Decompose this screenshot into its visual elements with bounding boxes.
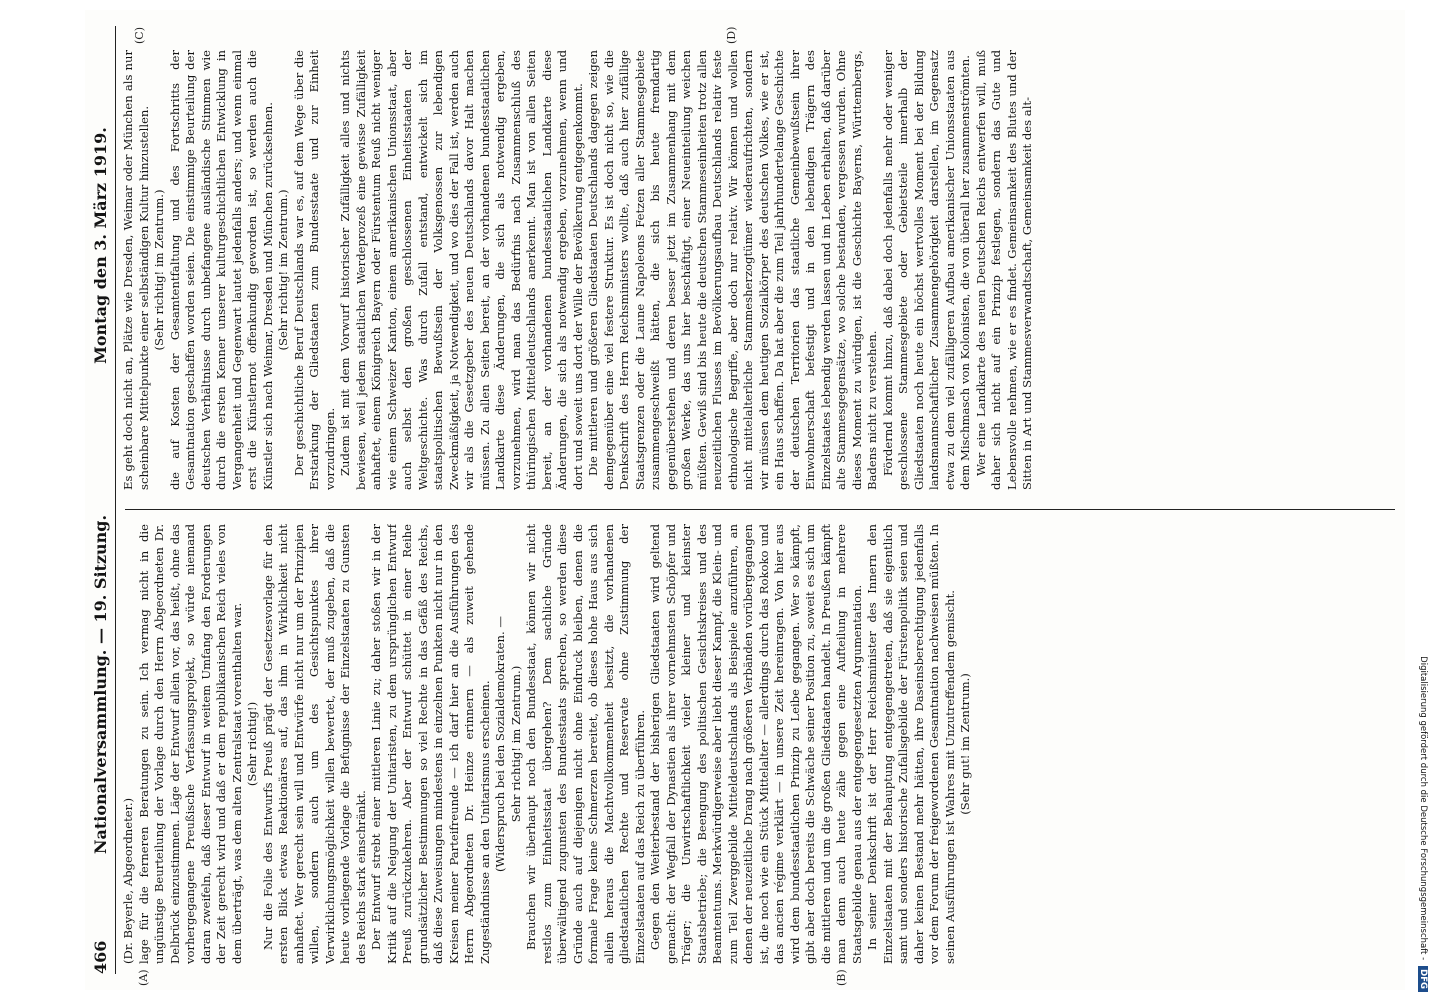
paragraph: Nur die Folie des Entwurfs Preuß prägt der Gesetzesvorlage für den ersten Blick etwas Reaktionäres auf, das ihm in Wirklichkeit nicht anhaftet. Wer gerecht sein will und Entwürfe nicht nur um der Prinzipien willen, sondern auch um des Gesichtspunktes ihrer Verwirklichungsmöglichkeit willen bewertet, der muß zugeben, daß die heute vorliegende Vorlage die Befugnisse der Einzelstaaten zu Gunsten des Reichs stark einschränkt. [260,524,368,964]
page-header [85,26,116,974]
rotated-content [85,10,1405,990]
digitization-sidebar [1414,8,1432,992]
interjection: (Sehr richtig!) [245,701,259,787]
paragraph: Brauchen wir überhaupt noch den Bundesstaat, können wir nicht restlos zum Einheitsstaat übergehen? Dem sachliche Gründe überwältigend zugunsten des Bundesstaats sprechen, so werden diese Gründe auch auf diejenigen nicht ohne Eindruck bleiben, denen die formale Frage keine Schmerzen bereitet, ob dieses hohe Haus aus sich allein heraus die Machtvollkommenheit besitzt, die vorhandenen gliedstaatlichen Rechte und Reservate ohne Zustimmung der Einzelstaaten auf das Reich zu überführen. [524,524,647,964]
paragraph: Der geschichtliche Beruf Deutschlands war es, auf dem Wege über die Erstarkung der Gliedstaaten zum Bundesstaate und zur Einheit vorzudringen. [291,50,337,490]
paragraph: Fördernd kommt hinzu, daß dabei doch jedenfalls mehr oder weniger geschlossene Stammesgebiete oder Gebietsteile innerhalb der Gliedstaaten noch heute ein höchst wertvolles Moment bei der Bildung landsmannschaftlicher Zusammengehörigkeit darstellen, im Gegensatz etwa zu dem viel zufälligeren Aufbau amerikanischer Unionsstaaten aus dem Mischmasch von Kolonisten, die von überall her zusammenströmten. [880,50,972,490]
marker-a: (A) [137,969,150,986]
paragraph: Gegen den Weiterbestand der bisherigen Gliedstaaten wird geltend gemacht: der Wegfall der Dynastien als ihrer vornehmsten Schöpfer und Träger; die Unwirtschaftlichkeit vieler kleiner und kleinster Staatsbetriebe; die Beengung des politischen Gesichtskreises und des Beamtentums. Merkwürdigerweise aber liebt dieser Kampf, die Klein- und zum Teil Zwerggebilde Mitteldeutschlands als Beispiele anzuführen, an denen der neuzeitliche Drang nach größeren Verbänden vorübergegangen ist, die noch wie ein Stück Mittelalter — allerdings durch das Rokoko und das ancien régime verklärt — in unsere Zeit hereinragen. Von hier aus wird dem bundesstaatlichen Prinzip zu Leibe gegangen. Wer so kämpft, gibt aber doch bereits die Schwäche seiner Position zu, soweit es sich um die mittleren und um die großen Gliedstaaten handelt. In Preußen kämpft man denn auch heute zähe gegen eine Aufteilung in mehrere Staatsgebilde genau aus der entgegengesetzten Argumentation. [648,524,864,964]
scanned-page [85,10,1405,990]
paragraph: Der Entwurf strebt einer mittleren Linie zu; daher stoßen wir in der Kritik auf die Neigung der Unitaristen, zu dem ursprünglichen Entwurf Preuß zurückzukehren. Aber der Entwurf schüttet in einer Reihe grundsätzlicher Bestimmungen so viel Rechte in das Gefäß des Reichs, daß diese Zuweisungen mindestens in einzelnen Punkten nicht nur in den Kreisen meiner Parteifreunde — ich darf hier an die Ausführungen des Herrn Abgeordneten Dr. Heinze erinnern — als zuweit gehende Zugeständnisse an den Unitarismus erscheinen. [369,524,492,964]
marker-b: (B) [835,969,848,986]
left-running-title: Nationalversammlung. — 19. Sitzung. [90,514,110,855]
interjection: Sehr richtig! im Zentrum.) [508,665,523,823]
page-number: 466 [90,940,110,974]
left-column [121,524,1397,964]
paragraph: Die mittleren und größeren Gliedstaaten Deutschlands dagegen zeigen demgegenüber eine viel festere Struktur. Es ist doch nicht so, wie die Denkschrift des Herrn Reichsministers wollte, daß auch hier zufällige Staatsgrenzen oder die Laune Napoleons Fetzen aller Stammesgebiete zusammengeschweißt hätten, die sich bis heute fremdartig gegenüberstehen und deren besser jetzt im Zusammenhang mit dem großen Werke, das uns hier beschäftigt, einer Neueinteilung weichen müßten. Gewiß sind bis heute die deutschen Stammeseinheiten trotz allen neuzeitlichen Flusses im Bevölkerungsaufbau Deutschlands relativ feste ethnologische Begriffe, aber doch nur relativ. Wir können und wollen nicht mittelalterliche Stammesherzogtümer wiederaufrichten, sondern wir müssen dem heutigen Sozialkörper des deutschen Volkes, wie er ist, ein Haus schaffen. Da hat aber die zum Teil jahrhundertelange Geschichte der deutschen Territorien das staatliche Gemeinbewußtsein ihrer Einwohnerschaft befestigt und in den lebendigen Trägern des Einzelstaates lebendig werden lassen und im Leben erhalten, daß darüber alte Stammesgegensätze, wo solche bestanden, vergessen wurden. Ohne dieses Moment zu würdigen, ist die Geschichte Bayerns, Württembergs, Badens nicht zu verstehen. [586,50,879,490]
right-column [121,50,1397,490]
paragraph: lage für die ferneren Beratungen zu sein. Ich vermag nicht in die ungünstige Beurteilung der Vorlage durch den Herrn Abgeordneten Dr. Delbrück einzustimmen. Läge der Entwurf allein vor, das heißt, ohne das vorhergegangene Preußische Verfassungsprojekt, so würde niemand daran zweifeln, daß dieser Entwurf in weitem Umfang den Forderungen der Zeit gerecht wird und daß er dem republikanischen Reich vieles von dem überträgt, was dem alten Zentralstaat vorenthalten war. [136,524,244,964]
interjection: (Widerspruch bei den Sozialdemokraten. — [493,616,507,872]
right-running-title: Montag den 3. März 1919. [90,127,110,364]
speaker-line: (Dr. Beyerle, Abgeordneter.) [121,797,135,964]
paragraph: Wer eine Landkarte des neuen Deutschen Reichs entwerfen will, muß daher sich nicht auf ein Prinzip festlegen, sondern das Gute und Lebensvolle nehmen, wie er es findet. Gemeinsamkeit des Blutes und der Sitten in Art und Stammesverwandtschaft, Gemeinsamkeit des alt- [973,50,1034,490]
paragraph: Zudem ist mit dem Vorwurf historischer Zufälligkeit alles und nichts bewiesen, weil jedem staatlichen Werdeprozeß eine gewisse Zufälligkeit anhaftet, einem Königreich Bayern oder Fürstentum Reuß nicht weniger wie einem Schweizer Kanton, einem amerikanischen Unionsstaat, aber auch selbst den großen geschlossenen Einheitsstaaten der Weltgeschichte. Was durch Zufall entstand, entwickelt sich im staatspolitischen Bewußtsein der Volksgenossen zur lebendigen Zweckmäßigkeit, ja Notwendigkeit, und wo dies der Fall ist, werden auch wir als die Gesetzgeber des neuen Deutschlands davor Halt machen müssen. Zu allen Seiten bereit, an der vorhandenen bundesstaatlichen Landkarte diese Änderungen, die sich als notwendig ergeben, vorzunehmen, wird man das Bedürfnis nach Zusammenschluß des thüringischen Mitteldeutschlands anerkennt. Man ist von allen Seiten bereit, an der vorhandenen bundesstaatlichen Landkarte diese Änderungen, die sich als notwendig ergeben, vorzunehmen, wenn und dort und soweit uns dort der Wille der Bevölkerung entgegenkommt. [338,50,585,490]
interjection: (Sehr richtig! im Zentrum.) [152,189,166,351]
marker-d: (D) [725,26,738,44]
credit-text: Digitalisierung gefördert durch die Deutsche Forschungsgemeinschaft - [1418,656,1428,961]
paragraph: Es geht doch nicht an, Plätze wie Dresden, Weimar oder München als nur scheinbare Mittelpunkte einer selbständigen Kultur hinzustellen. [121,50,151,490]
paragraph: die auf Kosten der Gesamtentfaltung und des Fortschritts der Gesamtnation geschaffen worden seien. Die einstimmige Beurteilung der deutschen Verhältnisse durch unbefangene ausländische Stimmen wie durch die ersten Kenner unserer kulturgeschichtlichen Entwicklung in Vergangenheit und Gegenwart lautet jedenfalls anders; und wenn einmal erst die Künstlernot offenkundig geworden ist, so werden auch die Künstler sich nach Weimar, Dresden und München zurücksehnen. [167,50,275,490]
digitization-credit [1414,8,1432,992]
interjection: (Sehr richtig! im Zentrum.) [276,189,290,351]
interjection: (Sehr gut! im Zentrum.) [958,673,972,815]
column-divider [125,509,1395,510]
paragraph: In seiner Denkschrift ist der Herr Reichsminister des Innern den Einzelstaaten mit der Behauptung entgegengetreten, daß sie eigentlich samt und sonders historische Zufallsgebilde der Fürstenpolitik seien und daher keinen Bestand mehr hätten, ihre Daseinsberechtigung jedenfalls vor dem Forum der freigewordenen Gesamtnation nachweisen müßten. In seinen Ausführungen ist Wahres mit Unzutreffendem gemischt. [865,524,957,964]
marker-c: (C) [133,27,146,44]
dfg-logo: DFG [1418,966,1428,992]
